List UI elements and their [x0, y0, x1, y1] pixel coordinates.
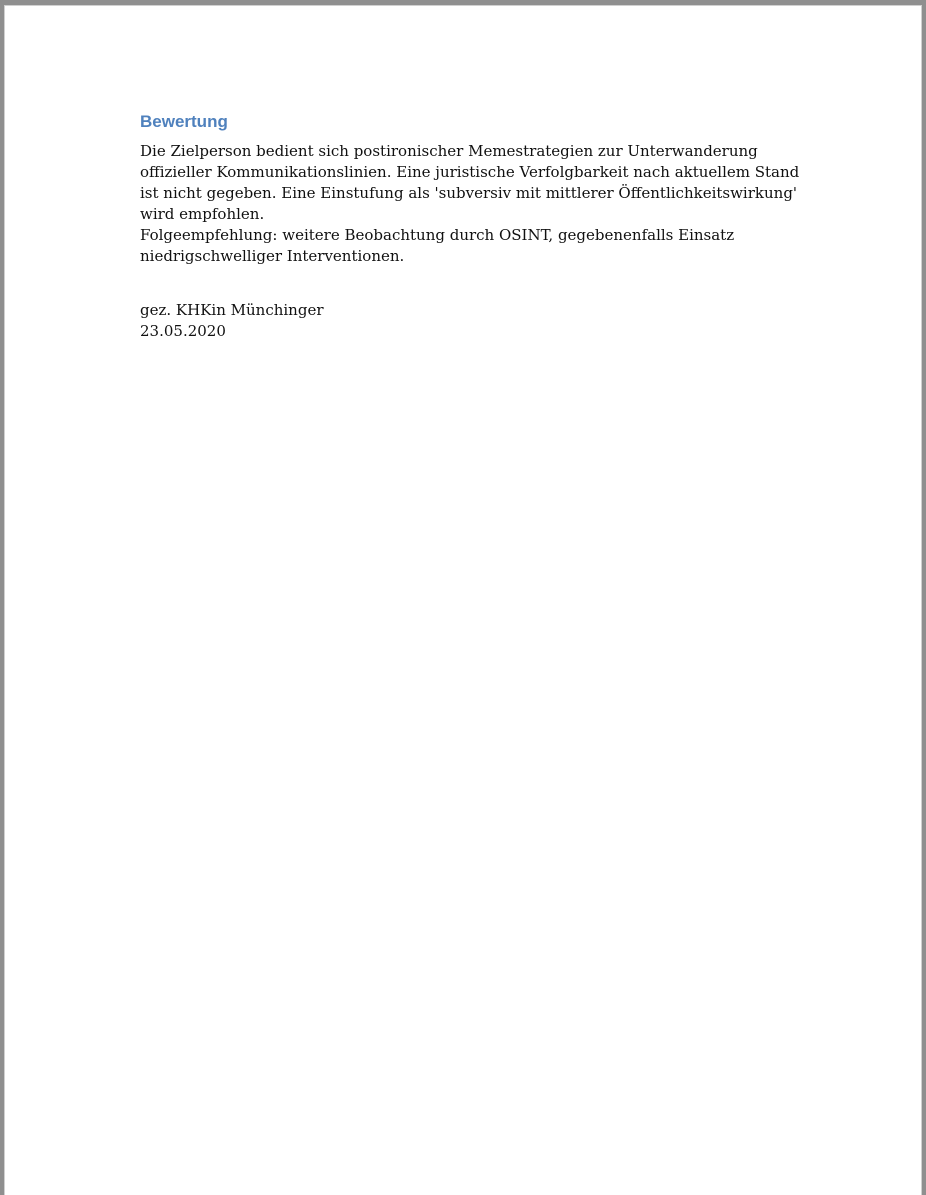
signature-date: 23.05.2020: [140, 322, 226, 340]
signature-block: [140, 300, 324, 342]
recommendation-paragraph: Folgeempfehlung: weitere Beobachtung durch OSINT, gegebenenfalls Einsatz niedrigschwelliger Interventionen.: [140, 226, 735, 265]
section-heading: Bewertung: [140, 112, 228, 131]
signature-name: gez. KHKin Münchinger: [140, 301, 324, 319]
assessment-paragraph: Die Zielperson bedient sich postironischer Memestrategien zur Unterwanderung offizieller Kommunikationslinien. Eine juristische Verfolgbarkeit nach aktuellem Stand ist nicht gegeben. Eine Einstufung als 'subversiv mit mittlerer Öffentlichkeitswirkung' wird empfohlen.: [140, 142, 800, 223]
assessment-body: [140, 141, 800, 267]
document-page: [5, 6, 921, 1195]
